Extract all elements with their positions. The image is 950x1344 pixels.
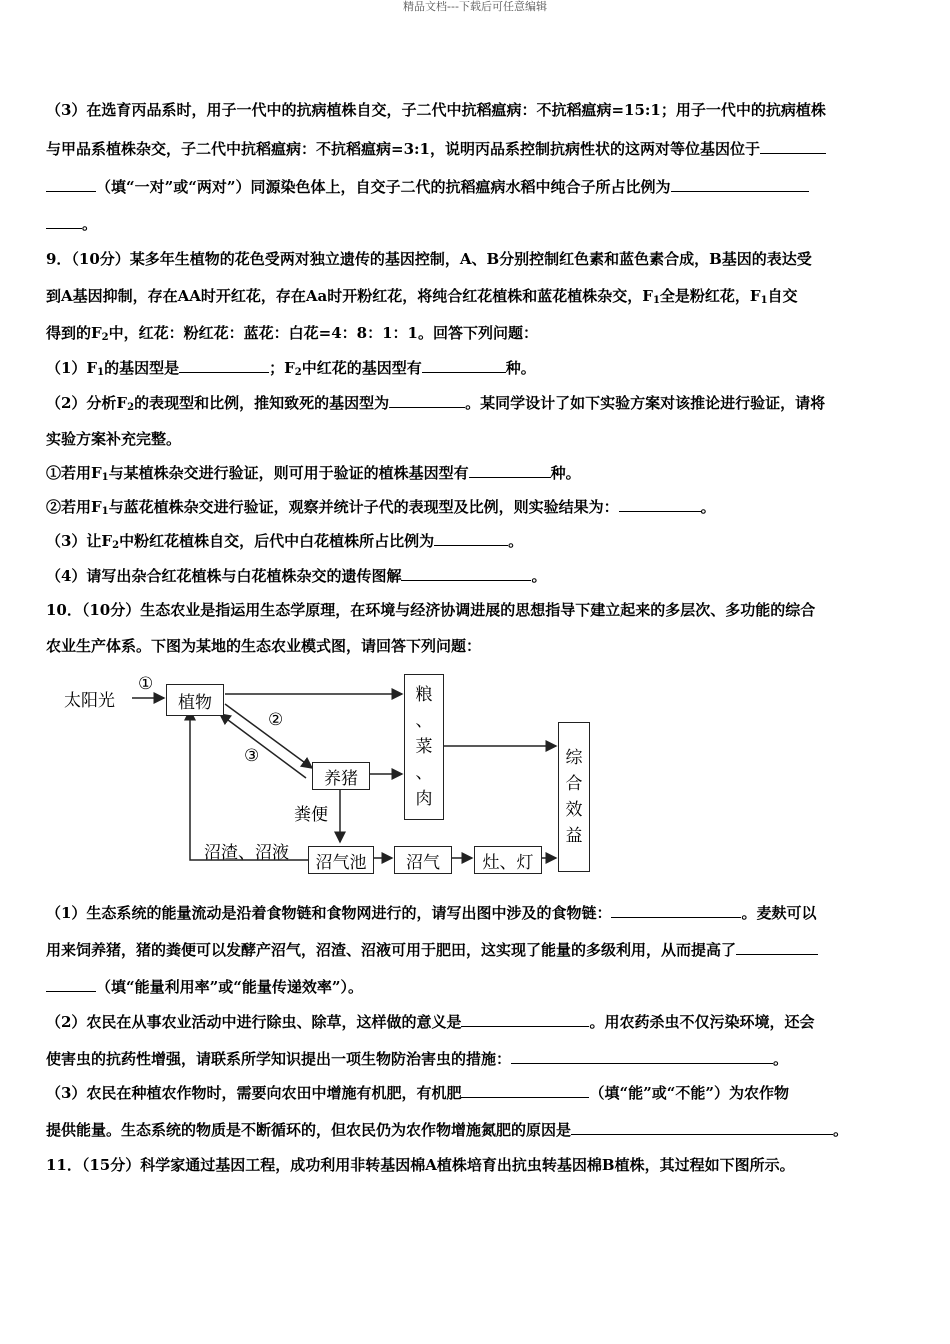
answer-blank[interactable] [619,497,701,512]
q9-stem-line1: 9．（10分）某多年生植物的花色受两对独立遗传的基因控制，A、B分别控制红色素和蓝色素合成，B基因的表达受 [46,250,812,268]
q10-part1-line3: （填“能量利用率”或“能量传递效率”）。 [46,977,363,997]
q9-part1: $(1)F_1$的基因型是 ；$F_2$中红花的基因型有 种。 [46,359,536,378]
sunlight-label: 太阳光 [64,691,115,711]
q8-part3-line4: 。 [46,214,97,234]
answer-blank[interactable] [461,1083,589,1098]
q8-part3-line1: （3）在选育丙品系时，用子一代中的抗病植株自交，子二代中抗稻瘟病：不抗稻瘟病=15:1；用子一代中的抗病植株 [46,101,826,119]
q8-part3-line3: （填“一对”或“两对”）同源染色体上，自交子二代的抗稻瘟病水稻中纯合子所占比例为 [46,177,809,197]
q8-part3-line2: 与甲品系植株杂交，子二代中抗稻瘟病：不抗稻瘟病=3:1，说明丙品系控制抗病性状的这两对等位基因位于 [46,139,826,159]
q10-stem-line1: 10．（10分）生态农业是指运用生态学原理，在环境与经济协调进展的思想指导下建立起来的多层次、多功能的综合 [46,601,816,619]
answer-blank[interactable] [179,358,269,373]
q9-stem-line2: 到A基因抑制，存在AA时开红花，存在Aa时开粉红花，将纯合红花植株和蓝花植株杂交，$F_1$全是粉红花，$F_1$自交 [46,287,798,306]
answer-blank[interactable] [46,977,96,992]
q11-stem: 11．（15分）科学家通过基因工程，成功利用非转基因棉A植株培育出抗虫转基因棉B植株，其过程如下图所示。 [46,1156,795,1174]
step1-label: ① [138,674,154,694]
answer-blank[interactable] [401,566,531,581]
digester-node: 沼气池 [308,846,374,874]
answer-blank[interactable] [434,531,508,546]
q10-part3-line1: （3）农民在种植农作物时，需要向农田中增施有机肥，有机肥 （填“能”或“不能”）为农作物 [46,1084,789,1102]
benefit-node: 综 合 效 益 [558,722,590,872]
q10-part3-line2: 提供能量。生态系统的物质是不断循环的，但农民仍为农作物增施氮肥的原因是 。 [46,1121,849,1139]
pig-node: 养猪 [312,762,370,790]
answer-blank[interactable] [511,1049,773,1064]
answer-blank[interactable] [671,177,809,192]
answer-blank[interactable] [571,1120,833,1135]
page-header: 精品文档---下载后可任意编辑 [403,0,547,13]
q10-part2-line1: （2）农民在从事农业活动中进行除虫、除草，这样做的意义是 。用农药杀虫不仅污染环境，还会 [46,1013,815,1031]
q9-part2-sub1: ①若用$F_1$与某植株杂交进行验证，则可用于验证的植株基因型有 种。 [46,464,581,483]
answer-blank[interactable] [461,1012,589,1027]
answer-blank[interactable] [389,393,465,408]
q9-stem-line3: 得到的$F_2$中，红花：粉红花：蓝花：白花=4：8：1：1。回答下列问题： [46,324,538,343]
eco-agriculture-diagram [60,670,600,880]
products-node: 粮 、 菜 、 肉 [404,674,444,820]
answer-blank[interactable] [736,940,818,955]
q10-part2-line2: 使害虫的抗药性增强，请联系所学知识提出一项生物防治害虫的措施： 。 [46,1050,789,1068]
q9-part2-sub2: ②若用$F_1$与蓝花植株杂交进行验证，观察并统计子代的表现型及比例，则实验结果为： 。 [46,498,716,517]
q9-part3: （3）让$F_2$中粉红花植株自交，后代中白花植株所占比例为 。 [46,532,524,551]
q10-part1-line1: （1）生态系统的能量流动是沿着食物链和食物网进行的，请写出图中涉及的食物链： 。麦麸可以 [46,904,817,922]
answer-blank[interactable] [469,463,551,478]
step3-label: ③ [244,746,260,766]
q9-part2-cont: 实验方案补充完整。 [46,430,182,448]
q9-part4: （4）请写出杂合红花植株与白花植株杂交的遗传图解 。 [46,567,547,585]
plant-node: 植物 [166,684,224,716]
q10-stem-line2: 农业生产体系。下图为某地的生态农业模式图，请回答下列问题： [46,637,482,655]
answer-blank[interactable] [46,214,82,229]
manure-label: 粪便 [294,805,328,825]
stove-node: 灶、灯 [474,846,542,874]
answer-blank[interactable] [760,139,826,154]
residue-label: 沼渣、沼液 [204,843,289,863]
answer-blank[interactable] [422,358,506,373]
answer-blank[interactable] [46,177,96,192]
q9-part2: （2）分析$F_2$的表现型和比例，推知致死的基因型为 。某同学设计了如下实验方案对该推论进行验证，请将 [46,394,826,413]
answer-blank[interactable] [611,903,741,918]
q10-part1-line2: 用来饲养猪，猪的粪便可以发酵产沼气，沼渣、沼液可用于肥田，这实现了能量的多级利用，从而提高了 [46,940,818,960]
biogas-node: 沼气 [394,846,452,874]
step2-label: ② [268,710,284,730]
